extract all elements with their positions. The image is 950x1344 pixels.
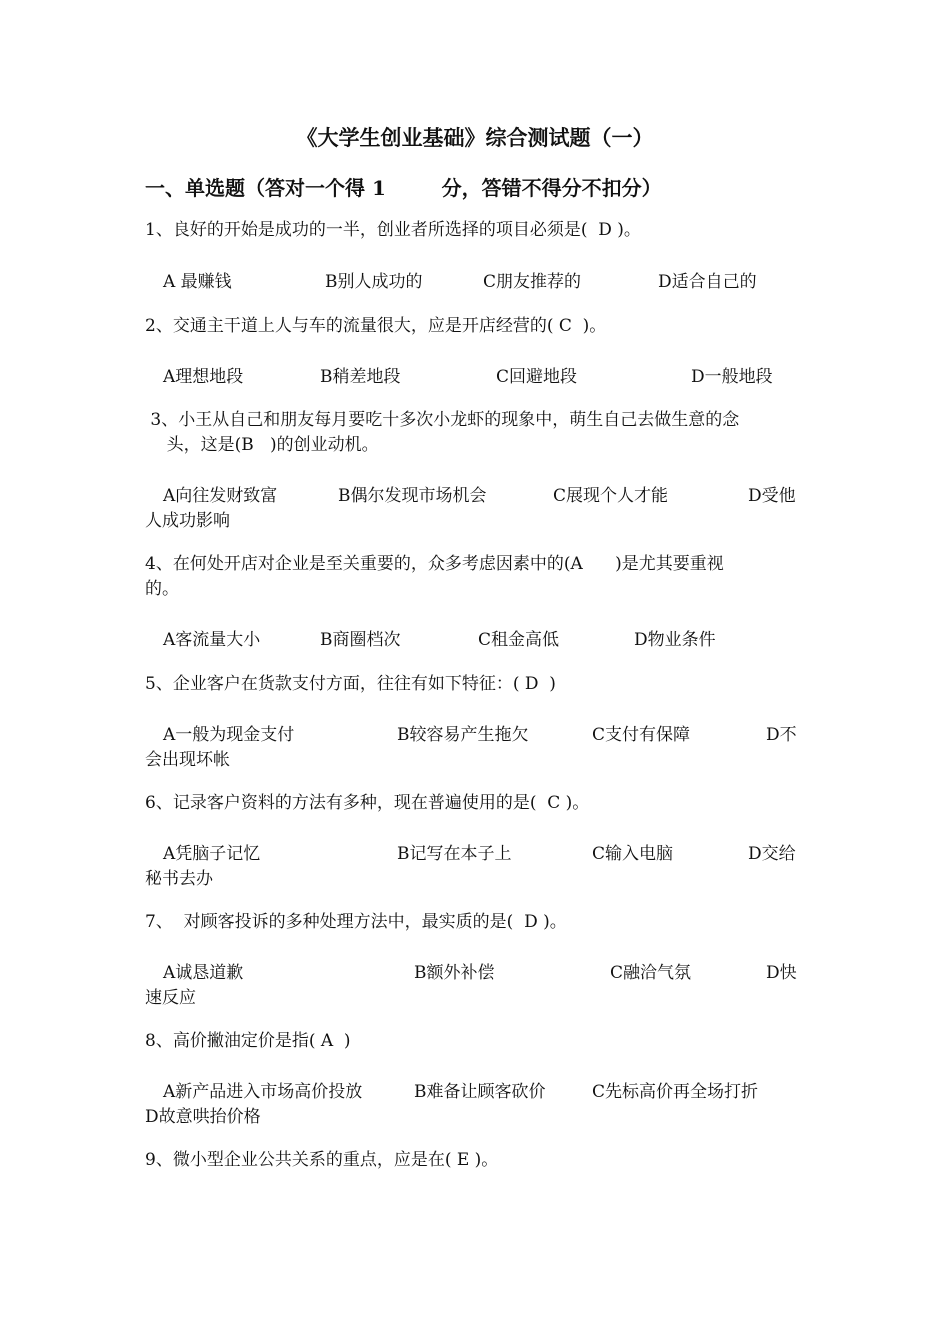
page-title: 《大学生创业基础》综合测试题（一） [296,125,654,150]
question-6-option-d-continued: 秘书去办 [145,869,213,889]
question-1-option-c: C朋友推荐的 [483,272,582,292]
question-1-stem: 1、良好的开始是成功的一半，创业者所选择的项目必须是( D )。 [145,220,641,240]
question-9-stem: 9、微小型企业公共关系的重点，应是在( E )。 [145,1150,499,1170]
question-7-stem: 7、 对顾客投诉的多种处理方法中，最实质的是( D )。 [145,912,567,932]
question-7-option-b: B额外补偿 [414,963,495,983]
question-3-option-b: B偶尔发现市场机会 [338,486,487,506]
question-3-option-d: D受他 [748,486,796,506]
question-4-option-c: C租金高低 [478,630,560,650]
question-1-option-a: A 最赚钱 [163,272,232,292]
question-4-option-d: D物业条件 [634,630,716,650]
question-8-option-d: D故意哄抬价格 [145,1107,261,1127]
question-6-option-c: C输入电脑 [592,844,674,864]
question-3-stem-line-1: 3、小王从自己和朋友每月要吃十多次小龙虾的现象中，萌生自己去做生意的念 [145,410,740,430]
question-3-option-a: A向往发财致富 [163,486,278,506]
question-4-option-b: B商圈档次 [320,630,401,650]
question-7-option-d: D快 [766,963,797,983]
question-7-option-c: C融洽气氛 [610,963,692,983]
question-5-stem: 5、企业客户在货款支付方面，往往有如下特征：( D ) [145,674,556,694]
question-2-option-b: B稍差地段 [320,367,401,387]
question-3-option-c: C展现个人才能 [553,486,669,506]
question-8-option-b: B难备让顾客砍价 [414,1082,546,1102]
question-2-option-d: D一般地段 [691,367,773,387]
question-6-stem: 6、记录客户资料的方法有多种，现在普遍使用的是( C )。 [145,793,590,813]
section-heading: 一、单选题（答对一个得 1 分，答错不得分不扣分） [145,176,662,200]
question-3-stem-line-2: 头，这是(B )的创业动机。 [145,435,379,455]
question-4-option-a: A客流量大小 [163,630,261,650]
question-2-stem: 2、交通主干道上人与车的流量很大，应是开店经营的( C )。 [145,316,607,336]
question-2-option-c: C回避地段 [496,367,578,387]
question-5-option-d-continued: 会出现坏帐 [145,750,230,770]
question-1-option-b: B别人成功的 [325,272,423,292]
question-5-option-d: D不 [766,725,797,745]
question-7-option-d-continued: 速反应 [145,988,196,1008]
question-6-option-a: A凭脑子记忆 [163,844,261,864]
question-4-stem-line-1: 4、在何处开店对企业是至关重要的，众多考虑因素中的(A )是尤其要重视 [145,554,724,574]
question-8-option-a: A新产品进入市场高价投放 [163,1082,363,1102]
question-2-option-a: A理想地段 [163,367,244,387]
question-5-option-a: A一般为现金支付 [163,725,295,745]
question-8-option-c: C先标高价再全场打折 [592,1082,759,1102]
question-8-stem: 8、高价撇油定价是指( A ) [145,1031,351,1051]
question-1-option-d: D适合自己的 [658,272,757,292]
question-6-option-d: D交给 [748,844,796,864]
question-6-option-b: B记写在本子上 [397,844,512,864]
question-4-stem-line-2: 的。 [145,579,179,599]
question-3-option-d-continued: 人成功影响 [145,511,230,531]
question-5-option-c: C支付有保障 [592,725,691,745]
question-5-option-b: B较容易产生拖欠 [397,725,529,745]
question-7-option-a: A诚恳道歉 [163,963,244,983]
